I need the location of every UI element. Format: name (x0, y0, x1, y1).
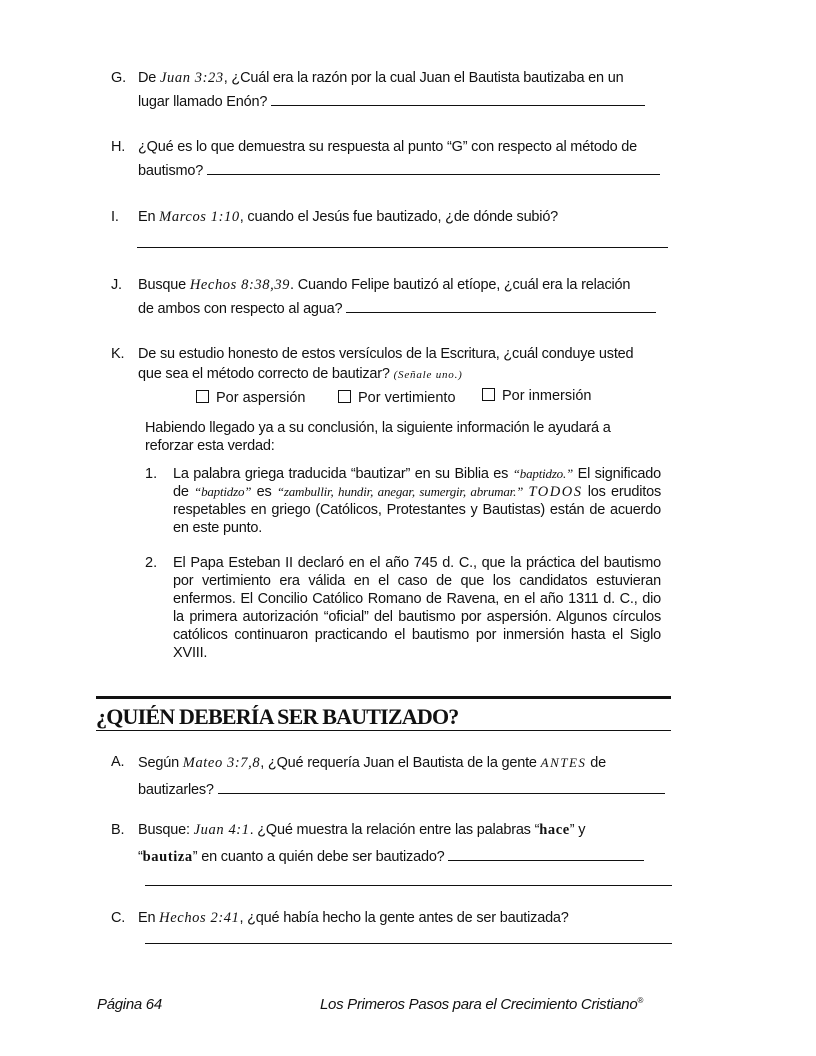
scripture-reference: Marcos 1:10 (159, 209, 240, 225)
fact-1: La palabra griega traducida “bautizar” en su Biblia es “baptidzo.” El significado de “baptidzo” es “zambullir, hundir, anegar, sumergir, abrumar.” TODOS los eruditos respetables en griego (Católicos, Protestantes y Bautistas) están de acuerdo en este punto. (173, 466, 661, 536)
answer-blank[interactable] (448, 845, 644, 861)
question-text: De su estudio honesto de estos versículos de la Escritura, ¿cuál conduye usted que sea el método correcto de bautizar? (Señale uno.) (138, 346, 634, 382)
scripture-reference: Hechos 8:38,39 (189, 277, 291, 293)
checkbox-icon[interactable] (482, 388, 495, 401)
answer-blank[interactable] (218, 778, 665, 794)
footer-book-title: Los Primeros Pasos para el Crecimiento Cristiano® (320, 996, 644, 1013)
fact-number: 1. (145, 466, 158, 482)
option-inmersion[interactable]: Por inmersión (482, 388, 591, 404)
question-letter: J. (111, 277, 122, 293)
footer-page-number: Página 64 (97, 996, 162, 1013)
intro-paragraph: Habiendo llegado ya a su conclusión, la siguiente información le ayudará a reforzar esta verdad: (145, 420, 611, 454)
question-text: De Juan 3:23, ¿Cuál era la razón por la cual Juan el Bautista bautizaba en un lugar llamado Enón? (138, 66, 678, 114)
option-vertimiento[interactable]: Por vertimiento (338, 390, 456, 406)
scripture-reference: Juan 3:23 (159, 70, 224, 86)
section-divider (96, 696, 671, 699)
answer-line[interactable] (137, 247, 668, 248)
question-text: Busque: Juan 4:1. ¿Qué muestra la relación entre las palabras “hace” y “bautiza” en cuanto a quién debe ser bautizado? (138, 817, 683, 871)
question-letter: C. (111, 910, 126, 926)
question-letter: K. (111, 346, 125, 362)
scripture-reference: Mateo 3:7,8 (182, 755, 261, 771)
checkbox-icon[interactable] (338, 390, 351, 403)
fact-number: 2. (145, 555, 158, 571)
answer-blank[interactable] (271, 90, 645, 106)
answer-line[interactable] (145, 943, 672, 944)
section-title: ¿QUIÉN DEBERÍA SER BAUTIZADO? (96, 702, 671, 731)
question-text: ¿Qué es lo que demuestra su respuesta al punto “G” con respecto al método de bautismo? (138, 135, 698, 183)
answer-line[interactable] (145, 885, 672, 886)
answer-blank[interactable] (346, 297, 656, 313)
fact-2: El Papa Esteban II declaró en el año 745 d. C., que la práctica del bautismo por vertimiento era válida en el caso de que los candidatos estuvieran enfermos. El Concilio Católico Romano de Ravena, en el año 1311 d. C., dio la primera autorización “oficial” del bautismo por aspersión. Algunos círculos católicos continuaron practicando el bautismo por inmersión hasta el Siglo XVIII. (173, 555, 661, 661)
question-text: En Marcos 1:10, cuando el Jesús fue bautizado, ¿de dónde subió? (138, 209, 559, 225)
question-letter: H. (111, 139, 126, 155)
question-letter: I. (111, 209, 119, 225)
question-letter: G. (111, 70, 126, 86)
answer-blank[interactable] (207, 159, 660, 175)
instruction-note: (Señale uno.) (393, 369, 463, 381)
question-letter: B. (111, 822, 125, 838)
scripture-reference: Hechos 2:41 (159, 910, 240, 926)
question-text: Según Mateo 3:7,8, ¿Qué requería Juan el Bautista de la gente ANTES de bautizarles? (138, 749, 683, 804)
checkbox-icon[interactable] (196, 390, 209, 403)
registered-mark: ® (637, 996, 644, 1005)
option-aspersion[interactable]: Por aspersión (196, 390, 305, 406)
question-text: En Hechos 2:41, ¿qué había hecho la gente antes de ser bautizada? (138, 910, 569, 926)
question-text: Busque Hechos 8:38,39. Cuando Felipe bautizó al etíope, ¿cuál era la relación de ambos con respecto al agua? (138, 273, 678, 321)
scripture-reference: Juan 4:1 (193, 822, 250, 838)
question-letter: A. (111, 754, 125, 770)
